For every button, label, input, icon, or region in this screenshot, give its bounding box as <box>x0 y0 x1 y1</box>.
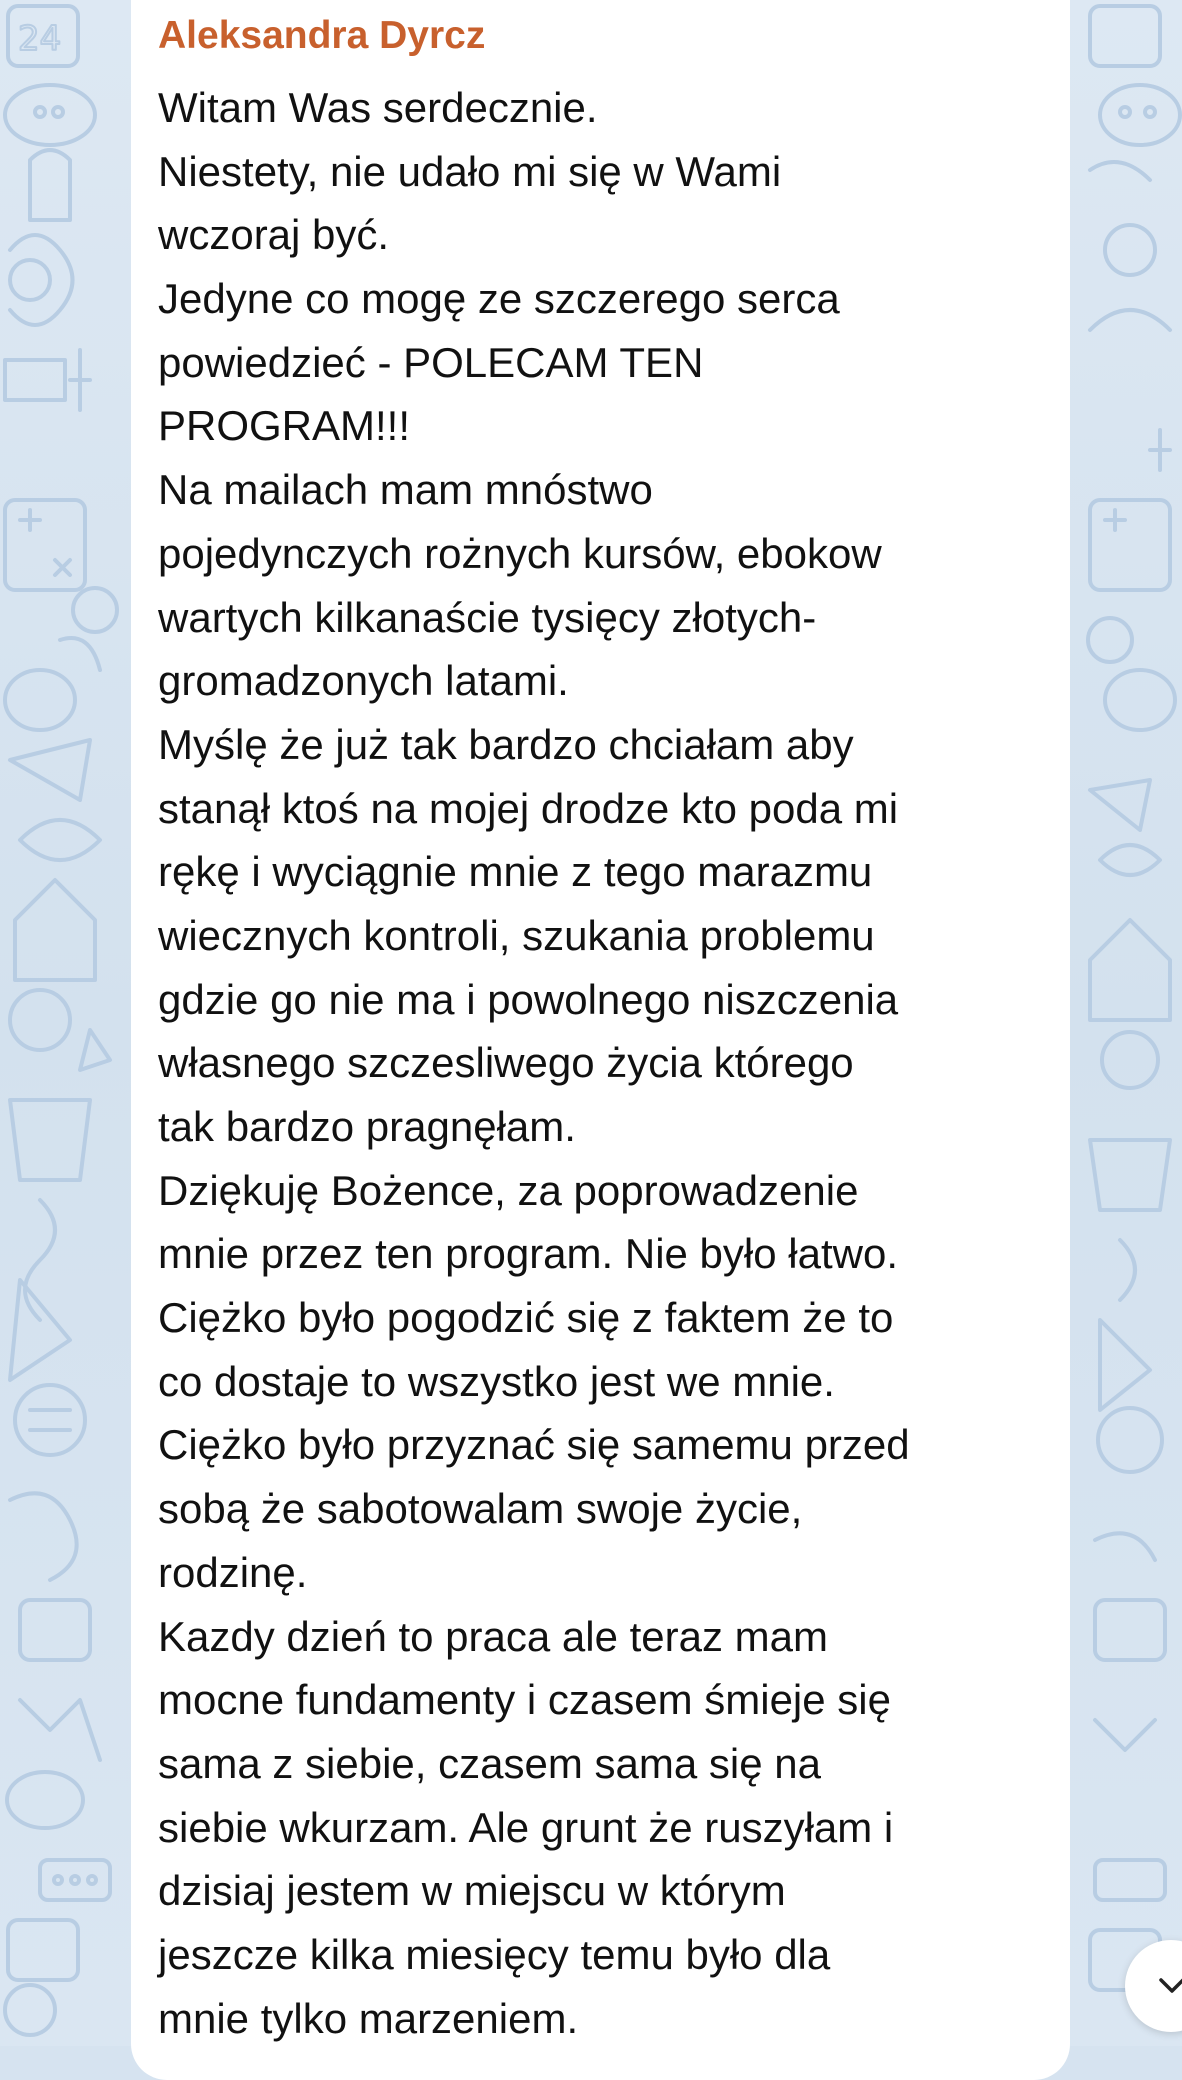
chevron-down-icon <box>1157 1970 1182 2000</box>
message-line: sama z siebie, czasem sama się na <box>158 1739 821 1787</box>
message-line: Witam Was serdecznie. <box>158 84 598 131</box>
message-line: Dziękuję Bożence, za poprowadzenie <box>158 1166 859 1214</box>
message-line: Ciężko było przyznać się samemu przed <box>158 1421 910 1469</box>
message-line: mnie przez ten program. Nie było łatwo. <box>158 1230 898 1278</box>
message-line: Na mailach mam mnóstwo <box>158 466 653 514</box>
message-line: gromadzonych latami. <box>158 657 569 705</box>
message-line: PROGRAM!!! <box>158 402 411 450</box>
message-line: dzisiaj jestem w miejscu w którym <box>158 1867 786 1915</box>
message-line: mocne fundamenty i czasem śmieje się <box>158 1676 891 1724</box>
message-bubble[interactable] <box>131 0 1070 2080</box>
message-line: mnie tylko marzeniem. <box>158 1994 579 2042</box>
message-line: sobą że sabotowalam swoje życie, <box>158 1485 803 1533</box>
message-line: co dostaje to wszystko jest we mnie. <box>158 1357 835 1405</box>
message-line: wiecznych kontroli, szukania problemu <box>158 911 875 959</box>
message-line: Niestety, nie udało mi się w Wami <box>158 147 782 195</box>
message-line: wartych kilkanaście tysięcy złotych- <box>158 593 817 641</box>
message-line: tak bardzo pragnęłam. <box>158 1103 576 1150</box>
message-text <box>158 76 1046 2050</box>
message-line: siebie wkurzam. Ale grunt że ruszyłam i <box>158 1803 894 1851</box>
message-line: Myślę że już tak bardzo chciałam aby <box>158 720 854 768</box>
message-line: rękę i wyciągnie mnie z tego marazmu <box>158 848 873 896</box>
message-line: Kazdy dzień to praca ale teraz mam <box>158 1612 828 1660</box>
message-line: jeszcze kilka miesięcy temu było dla <box>158 1930 831 1978</box>
message-line: wczoraj być. <box>158 211 390 259</box>
message-line: pojedynczych rożnych kursów, ebokow <box>158 529 882 577</box>
sender-name[interactable]: Aleksandra Dyrcz <box>158 14 486 57</box>
message-line: stanął ktoś na mojej drodze kto poda mi <box>158 784 899 832</box>
message-line: własnego szczesliwego życia którego <box>158 1039 854 1087</box>
message-line: Ciężko było pogodzić się z faktem że to <box>158 1294 894 1342</box>
message-line: powiedzieć - POLECAM TEN <box>158 338 704 386</box>
message-line: gdzie go nie ma i powolnego niszczenia <box>158 975 899 1023</box>
message-line: Jedyne co mogę ze szczerego serca <box>158 275 840 323</box>
message-line: rodzinę. <box>158 1548 308 1596</box>
svg-text:24: 24 <box>18 19 62 59</box>
